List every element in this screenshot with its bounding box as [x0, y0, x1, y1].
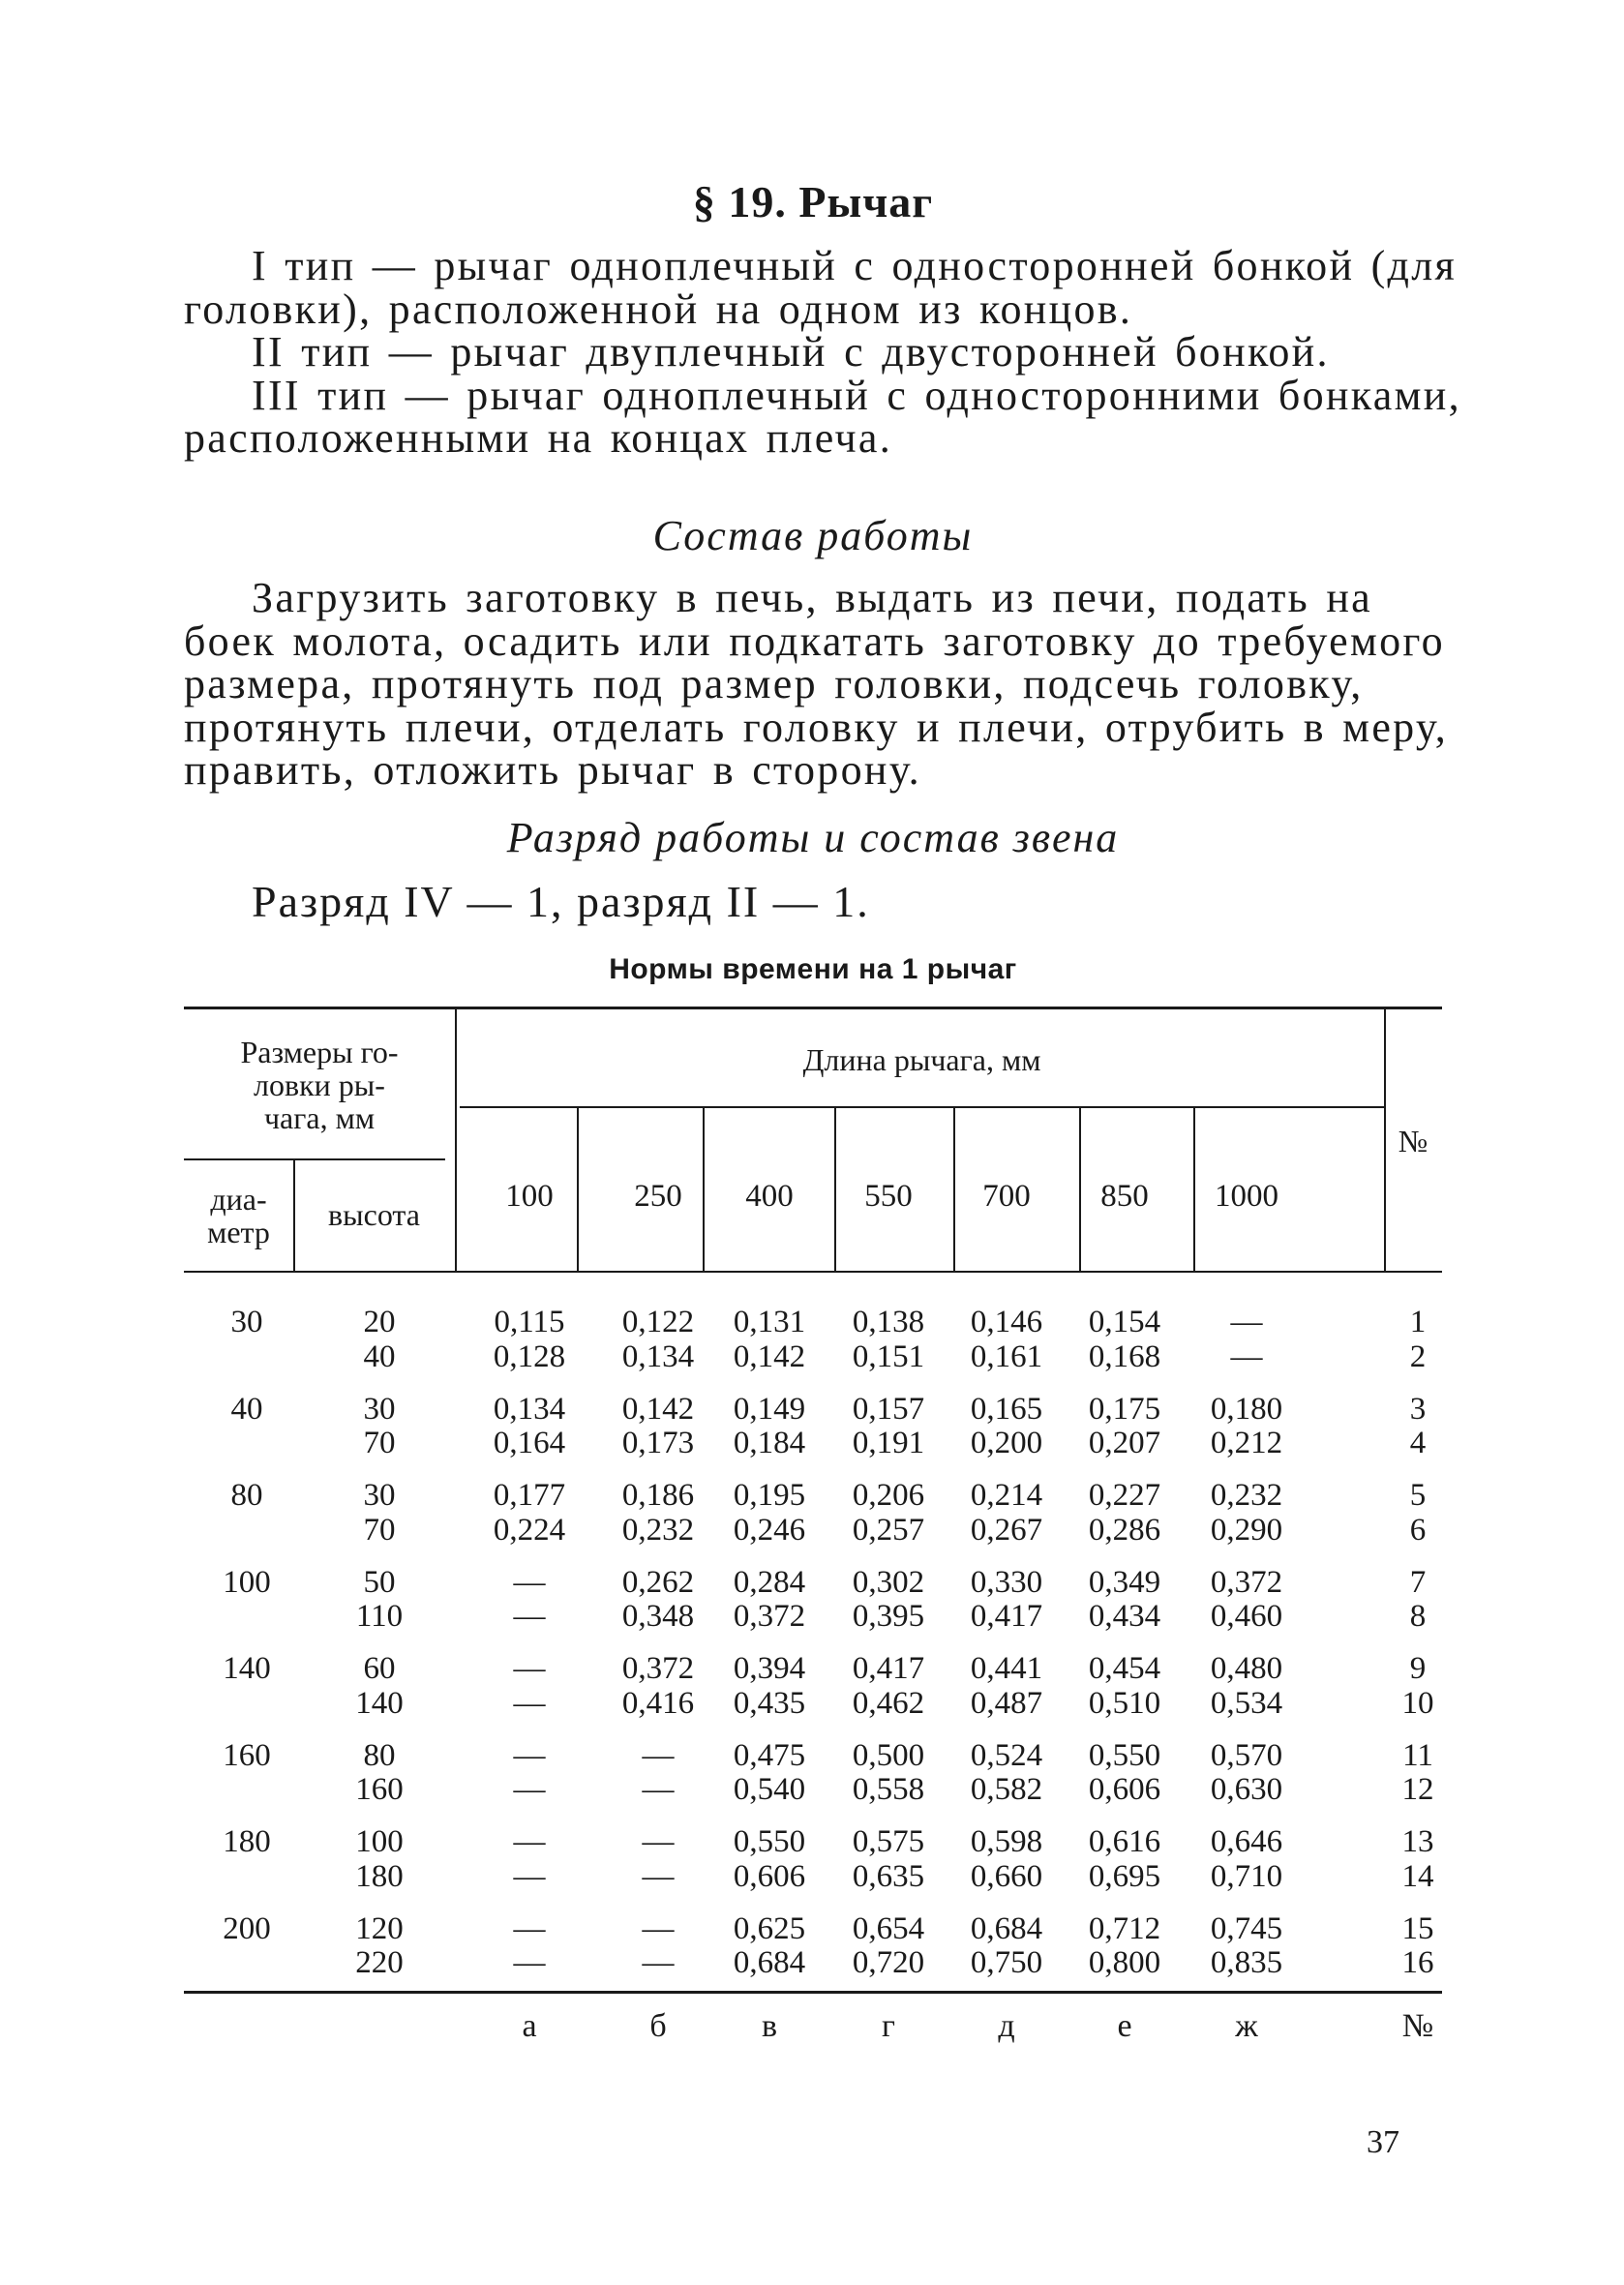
norm-value-cell: 0,441 [970, 1651, 1043, 1686]
grade-line: Разряд IV — 1, разряд II — 1. [252, 877, 870, 926]
length-column-header: 250 [634, 1179, 682, 1214]
norm-value-cell: 0,191 [852, 1426, 925, 1460]
diameter-cell: 160 [223, 1737, 271, 1773]
norm-value-cell: 0,207 [1088, 1426, 1161, 1460]
norm-value-cell: 0,200 [970, 1426, 1043, 1460]
norm-value-cell: 0,372 [621, 1651, 695, 1686]
length-header-rule [460, 1106, 1384, 1108]
row-number-cell: 12 [1401, 1772, 1434, 1807]
norm-value-cell: 0,128 [493, 1338, 566, 1374]
row-number-cell: 2 [1409, 1338, 1427, 1374]
footer-number-label: № [1401, 2008, 1434, 2044]
norm-value-cell: 0,395 [852, 1599, 925, 1634]
height-cell: 40 [363, 1338, 396, 1374]
norm-value-cell: 0,646 [1210, 1824, 1283, 1859]
norm-value-cell: 0,660 [970, 1858, 1043, 1894]
norm-value-cell: — [642, 1945, 675, 1980]
norm-value-cell: 0,575 [852, 1824, 925, 1859]
norm-value-cell: 0,625 [733, 1910, 806, 1946]
norm-value-cell: 0,149 [733, 1391, 806, 1427]
number-header: № [1398, 1124, 1429, 1158]
norm-value-cell: 0,180 [1210, 1391, 1283, 1427]
norm-value-cell: 0,434 [1088, 1599, 1161, 1634]
diameter-cell: 100 [223, 1564, 271, 1600]
height-cell: 70 [363, 1426, 396, 1460]
norm-value-cell: 0,550 [733, 1824, 806, 1859]
height-header: высота [328, 1197, 420, 1232]
norm-value-cell: 0,122 [621, 1305, 695, 1339]
norm-value-cell: 0,487 [970, 1685, 1043, 1721]
norm-value-cell: 0,195 [733, 1478, 806, 1513]
norm-value-cell: 0,173 [621, 1426, 695, 1460]
row-number-cell: 7 [1409, 1564, 1427, 1600]
norm-value-cell: 0,475 [733, 1737, 806, 1773]
height-cell: 140 [355, 1685, 404, 1721]
row-number-cell: 9 [1409, 1651, 1427, 1686]
norm-value-cell: 0,134 [621, 1338, 695, 1374]
type-3-line-2: расположенными на концах плеча. [184, 414, 893, 462]
grade-heading: Разряд работы и состав звена [506, 814, 1120, 861]
norm-value-cell: 0,460 [1210, 1599, 1283, 1634]
height-cell: 180 [355, 1858, 404, 1894]
column-letter: д [998, 2008, 1015, 2044]
row-number-cell: 6 [1409, 1512, 1427, 1548]
norm-value-cell: 0,510 [1088, 1685, 1161, 1721]
diameter-cell: 80 [230, 1478, 263, 1513]
norm-value-cell: 0,302 [852, 1564, 925, 1600]
norm-value-cell: 0,750 [970, 1945, 1043, 1980]
norm-value-cell: 0,267 [970, 1512, 1043, 1548]
norm-value-cell: 0,500 [852, 1737, 925, 1773]
norm-value-cell: 0,164 [493, 1426, 566, 1460]
norm-value-cell: 0,154 [1088, 1305, 1161, 1339]
height-cell: 30 [363, 1478, 396, 1513]
norm-value-cell: 0,142 [733, 1338, 806, 1374]
height-cell: 70 [363, 1512, 396, 1548]
column-letter: г [882, 2008, 895, 2044]
column-letter: ж [1235, 2008, 1258, 2044]
norm-value-cell: 0,290 [1210, 1512, 1283, 1548]
norm-value-cell: 0,227 [1088, 1478, 1161, 1513]
norm-value-cell: 0,745 [1210, 1910, 1283, 1946]
norm-value-cell: 0,417 [852, 1651, 925, 1686]
table-caption: Нормы времени на 1 рычаг [609, 953, 1017, 985]
norm-value-cell: 0,175 [1088, 1391, 1161, 1427]
norm-value-cell: 0,695 [1088, 1858, 1161, 1894]
size-header-line: Размеры го- [240, 1035, 399, 1069]
norm-value-cell: 0,524 [970, 1737, 1043, 1773]
norm-value-cell: 0,462 [852, 1685, 925, 1721]
length-column-header: 700 [982, 1179, 1031, 1214]
norm-value-cell: 0,232 [621, 1512, 695, 1548]
column-letter: в [761, 2008, 778, 2044]
norm-value-cell: 0,654 [852, 1910, 925, 1946]
length-column-header: 100 [505, 1179, 554, 1214]
norm-value-cell: 0,480 [1210, 1651, 1283, 1686]
diameter-header-line: метр [207, 1215, 270, 1249]
norm-value-cell: 0,598 [970, 1824, 1043, 1859]
norm-value-cell: 0,246 [733, 1512, 806, 1548]
norm-value-cell: 0,151 [852, 1338, 925, 1374]
norm-value-cell: 0,186 [621, 1478, 695, 1513]
norm-value-cell: — [513, 1910, 546, 1946]
row-number-cell: 8 [1409, 1599, 1427, 1634]
work-heading: Состав работы [652, 512, 974, 559]
work-line: править, отложить рычаг в сторону. [184, 746, 921, 794]
norm-value-cell: 0,177 [493, 1478, 566, 1513]
row-number-cell: 10 [1401, 1685, 1434, 1721]
work-line: протянуть плечи, отделать головку и плечи, отрубить в меру, [184, 703, 1449, 751]
norm-value-cell: 0,720 [852, 1945, 925, 1980]
column-letter: а [522, 2008, 537, 2044]
size-header-line: ловки ры- [254, 1067, 385, 1102]
norm-value-cell: 0,168 [1088, 1338, 1161, 1374]
norm-value-cell: 0,635 [852, 1858, 925, 1894]
norm-value-cell: — [642, 1772, 675, 1807]
norm-value-cell: 0,710 [1210, 1858, 1283, 1894]
norm-value-cell: 0,134 [493, 1391, 566, 1427]
norm-value-cell: — [642, 1858, 675, 1894]
norm-value-cell: — [513, 1945, 546, 1980]
column-letter: б [649, 2008, 667, 2044]
norm-value-cell: 0,146 [970, 1305, 1043, 1339]
norm-value-cell: 0,550 [1088, 1737, 1161, 1773]
row-number-cell: 13 [1401, 1824, 1434, 1859]
norm-value-cell: 0,454 [1088, 1651, 1161, 1686]
height-cell: 110 [355, 1599, 404, 1634]
height-cell: 100 [355, 1824, 404, 1859]
work-line: размера, протянуть под размер головки, подсечь головку, [184, 660, 1364, 707]
norm-value-cell: 0,206 [852, 1478, 925, 1513]
norm-value-cell: 0,606 [1088, 1772, 1161, 1807]
norm-value-cell: 0,394 [733, 1651, 806, 1686]
length-column-header: 550 [864, 1179, 913, 1214]
norm-value-cell: 0,570 [1210, 1737, 1283, 1773]
norm-value-cell: — [513, 1824, 546, 1859]
size-header [184, 1036, 455, 1134]
page-number: 37 [1367, 2124, 1399, 2160]
row-number-cell: 11 [1402, 1737, 1433, 1773]
norm-value-cell: 0,835 [1210, 1945, 1283, 1980]
height-cell: 160 [355, 1772, 404, 1807]
norm-value-cell: 0,712 [1088, 1910, 1161, 1946]
norm-value-cell: 0,616 [1088, 1824, 1161, 1859]
norm-value-cell: — [513, 1772, 546, 1807]
work-line: боек молота, осадить или подкатать заготовку до требуемого [184, 616, 1445, 665]
norm-value-cell: 0,684 [733, 1945, 806, 1980]
norm-value-cell: 0,416 [621, 1685, 695, 1721]
height-cell: 50 [363, 1564, 396, 1600]
norm-value-cell: — [1230, 1338, 1263, 1374]
norm-value-cell: 0,372 [733, 1599, 806, 1634]
height-cell: 120 [355, 1910, 404, 1946]
norm-value-cell: — [513, 1685, 546, 1721]
norm-value-cell: 0,284 [733, 1564, 806, 1600]
diameter-cell: 40 [230, 1391, 263, 1427]
norm-value-cell: 0,534 [1210, 1685, 1283, 1721]
type-3-line-1: III тип — рычаг одноплечный с односторонними бонками, [252, 371, 1461, 419]
norm-value-cell: 0,138 [852, 1305, 925, 1339]
norm-value-cell: 0,372 [1210, 1564, 1283, 1600]
norm-value-cell: — [642, 1737, 675, 1773]
row-number-cell: 14 [1401, 1858, 1434, 1894]
norm-value-cell: 0,214 [970, 1478, 1043, 1513]
row-number-cell: 15 [1401, 1910, 1434, 1946]
norm-value-cell: 0,684 [970, 1910, 1043, 1946]
row-number-cell: 3 [1409, 1391, 1427, 1427]
norm-value-cell: — [513, 1858, 546, 1894]
norm-value-cell: 0,435 [733, 1685, 806, 1721]
type-1-line-2: головки), расположенной на одном из концов. [184, 285, 1133, 333]
norm-value-cell: — [642, 1910, 675, 1946]
norm-value-cell: 0,606 [733, 1858, 806, 1894]
table-top-rule [184, 1007, 1442, 1009]
diameter-cell: 180 [223, 1824, 271, 1859]
norm-value-cell: 0,184 [733, 1426, 806, 1460]
work-line: Загрузить заготовку в печь, выдать из печи, подать на [252, 574, 1372, 621]
height-cell: 220 [355, 1945, 404, 1980]
diameter-cell: 200 [223, 1910, 271, 1946]
norm-value-cell: 0,582 [970, 1772, 1043, 1807]
norm-value-cell: 0,262 [621, 1564, 695, 1600]
norm-value-cell: — [513, 1599, 546, 1634]
norm-value-cell: 0,630 [1210, 1772, 1283, 1807]
norm-value-cell: 0,257 [852, 1512, 925, 1548]
norm-value-cell: 0,800 [1088, 1945, 1161, 1980]
row-number-cell: 1 [1409, 1305, 1427, 1339]
norm-value-cell: — [1230, 1305, 1263, 1339]
norm-value-cell: 0,348 [621, 1599, 695, 1634]
size-header-divider [455, 1008, 457, 1271]
diameter-cell: 30 [230, 1305, 263, 1339]
norm-value-cell: 0,157 [852, 1391, 925, 1427]
length-column-header: 850 [1100, 1179, 1149, 1214]
length-column-header: 1000 [1215, 1179, 1278, 1214]
norm-value-cell: 0,349 [1088, 1564, 1161, 1600]
height-cell: 60 [363, 1651, 396, 1686]
norm-value-cell: — [642, 1824, 675, 1859]
norm-value-cell: 0,417 [970, 1599, 1043, 1634]
row-number-cell: 4 [1409, 1426, 1427, 1460]
norm-value-cell: 0,540 [733, 1772, 806, 1807]
section-title: § 19. Рычаг [692, 177, 934, 226]
norm-value-cell: 0,330 [970, 1564, 1043, 1600]
norm-value-cell: 0,115 [494, 1305, 565, 1339]
norm-value-cell: 0,232 [1210, 1478, 1283, 1513]
norm-value-cell: — [513, 1651, 546, 1686]
diameter-cell: 140 [223, 1651, 271, 1686]
length-column-header: 400 [745, 1179, 794, 1214]
norm-value-cell: 0,558 [852, 1772, 925, 1807]
type-2-line-1: II тип — рычаг двуплечный с двусторонней бонкой. [252, 328, 1330, 376]
height-cell: 80 [363, 1737, 396, 1773]
height-cell: 20 [363, 1305, 396, 1339]
table-bottom-rule [184, 1991, 1442, 1994]
norms-table [184, 0, 1461, 2129]
row-number-cell: 5 [1409, 1478, 1427, 1513]
norm-value-cell: 0,142 [621, 1391, 695, 1427]
height-cell: 30 [363, 1391, 396, 1427]
size-header-rule [184, 1158, 445, 1160]
column-letter: е [1117, 2008, 1132, 2044]
size-header-line: чага, мм [263, 1100, 376, 1135]
norm-value-cell: — [513, 1737, 546, 1773]
norm-value-cell: 0,212 [1210, 1426, 1283, 1460]
diameter-header-line: диа- [210, 1182, 267, 1217]
length-header: Длина рычага, мм [802, 1042, 1041, 1077]
diameter-header [184, 1183, 293, 1248]
norm-value-cell: 0,161 [970, 1338, 1043, 1374]
norm-value-cell: 0,224 [493, 1512, 566, 1548]
norm-value-cell: 0,131 [733, 1305, 806, 1339]
norm-value-cell: 0,165 [970, 1391, 1043, 1427]
type-1-line-1: I тип — рычаг одноплечный с односторонней бонкой (для [252, 242, 1458, 289]
row-number-cell: 16 [1401, 1945, 1434, 1980]
norm-value-cell: — [513, 1564, 546, 1600]
norm-value-cell: 0,286 [1088, 1512, 1161, 1548]
header-bottom-rule [184, 1271, 1442, 1273]
